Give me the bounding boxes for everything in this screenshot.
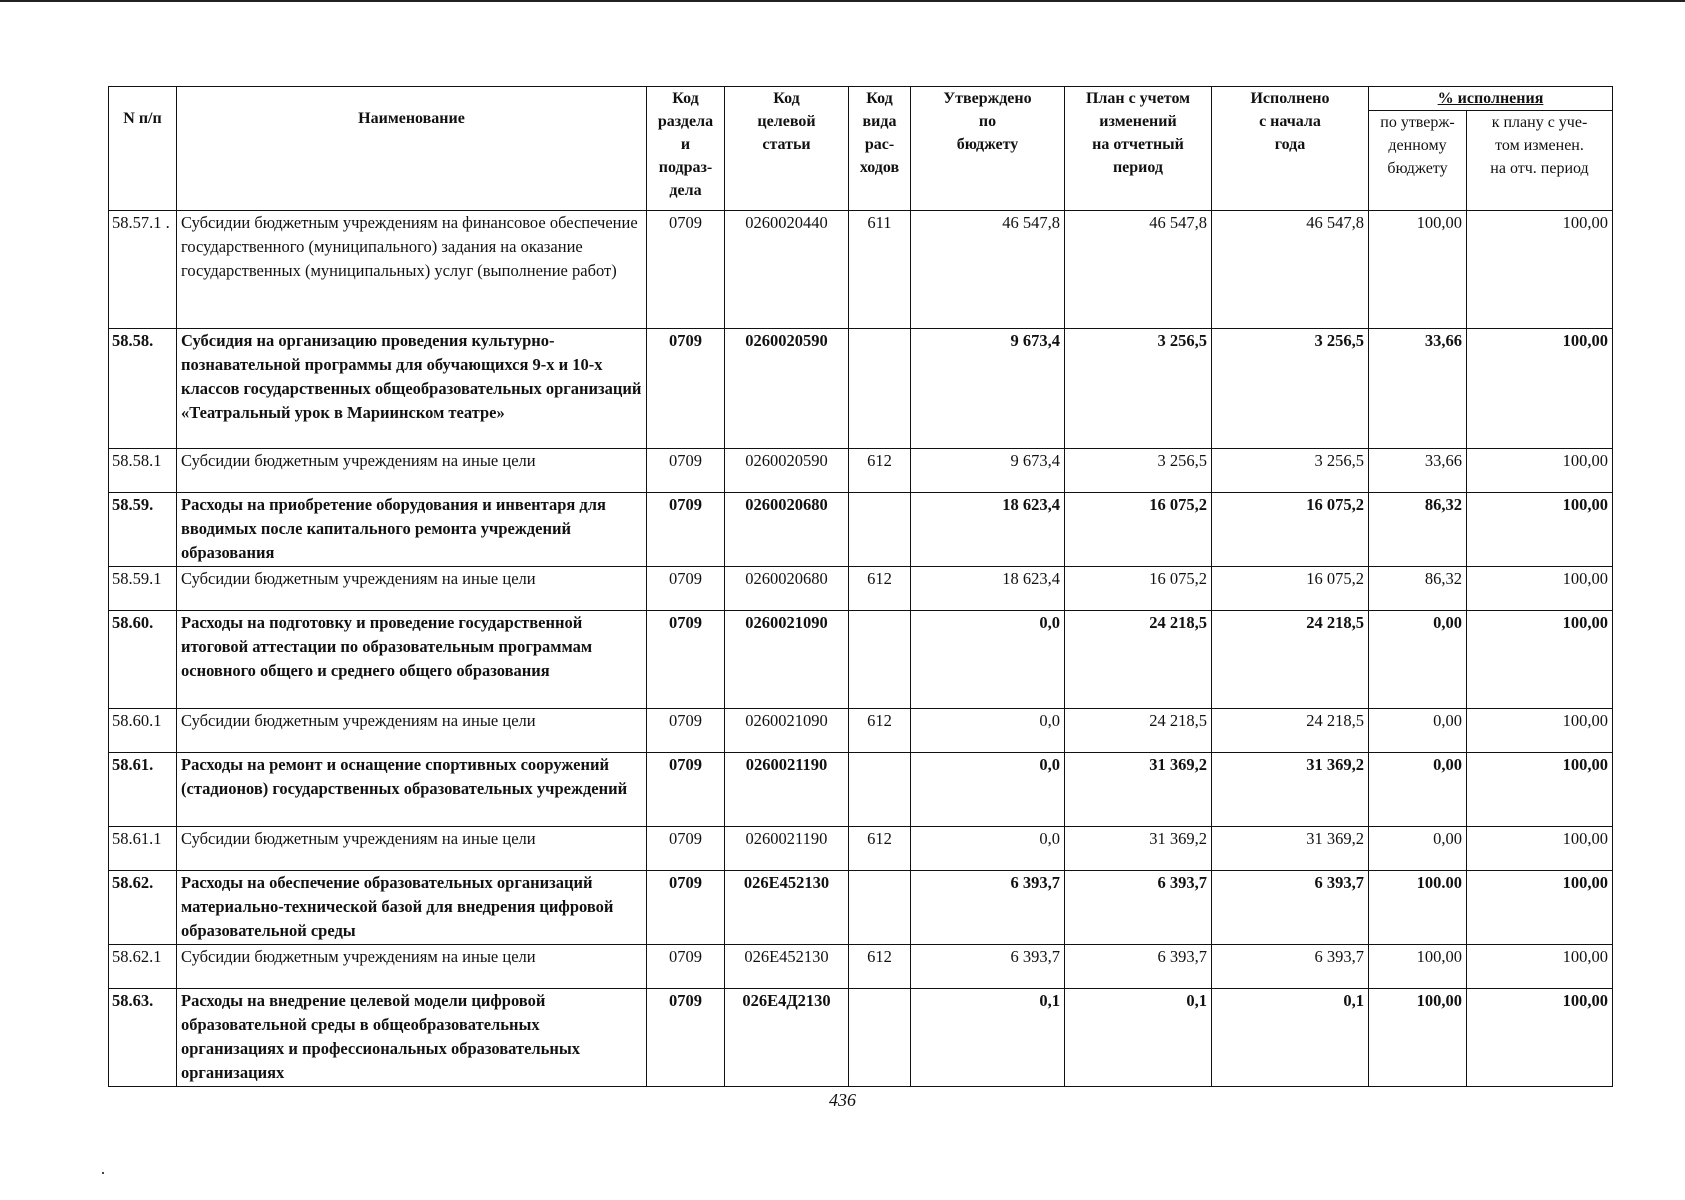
row-pct-plan: 100,00: [1467, 871, 1613, 945]
row-pct-approved: 33,66: [1369, 329, 1467, 449]
row-number: 58.63.: [109, 989, 177, 1087]
row-executed: 3 256,5: [1212, 449, 1369, 493]
table-row: [109, 709, 1613, 753]
header-no: N п/п: [109, 87, 177, 211]
row-expense-type: [849, 329, 911, 449]
row-approved: 18 623,4: [911, 567, 1065, 611]
row-plan: 6 393,7: [1065, 871, 1212, 945]
row-expense-type: 612: [849, 827, 911, 871]
row-approved: 9 673,4: [911, 329, 1065, 449]
row-section-code: 0709: [647, 945, 725, 989]
row-plan: 31 369,2: [1065, 753, 1212, 827]
row-pct-plan: 100,00: [1467, 827, 1613, 871]
row-number: 58.58.1: [109, 449, 177, 493]
row-pct-approved: 0,00: [1369, 753, 1467, 827]
row-target-code: 0260021090: [725, 611, 849, 709]
table-body: [109, 211, 1613, 1087]
header-executed: Исполнено с начала года: [1212, 87, 1369, 211]
row-pct-approved: 33,66: [1369, 449, 1467, 493]
row-section-code: 0709: [647, 211, 725, 329]
row-pct-plan: 100,00: [1467, 211, 1613, 329]
row-approved: 0,0: [911, 611, 1065, 709]
row-expense-type: 612: [849, 945, 911, 989]
row-section-code: 0709: [647, 753, 725, 827]
row-pct-plan: 100,00: [1467, 329, 1613, 449]
row-target-code: 0260020590: [725, 449, 849, 493]
header-expense-type-code: Код вида рас- ходов: [849, 87, 911, 211]
row-name: Субсидии бюджетным учреждениям на иные цели: [177, 827, 647, 871]
header-pct-group: % исполнения: [1369, 87, 1613, 111]
row-plan: 16 075,2: [1065, 567, 1212, 611]
row-number: 58.58.: [109, 329, 177, 449]
row-plan: 24 218,5: [1065, 709, 1212, 753]
row-executed: 24 218,5: [1212, 709, 1369, 753]
row-target-code: 0260021190: [725, 753, 849, 827]
row-approved: 0,0: [911, 753, 1065, 827]
row-section-code: 0709: [647, 827, 725, 871]
row-approved: 0,1: [911, 989, 1065, 1087]
table-row: [109, 753, 1613, 827]
row-pct-approved: 100.00: [1369, 871, 1467, 945]
row-name: Расходы на приобретение оборудования и инвентаря для вводимых после капитального ремонта учреждений образования: [177, 493, 647, 567]
row-pct-approved: 100,00: [1369, 211, 1467, 329]
row-approved: 18 623,4: [911, 493, 1065, 567]
row-section-code: 0709: [647, 449, 725, 493]
row-pct-plan: 100,00: [1467, 493, 1613, 567]
row-plan: 31 369,2: [1065, 827, 1212, 871]
row-plan: 0,1: [1065, 989, 1212, 1087]
row-pct-plan: 100,00: [1467, 709, 1613, 753]
row-expense-type: 612: [849, 449, 911, 493]
row-number: 58.61.1: [109, 827, 177, 871]
header-name: Наименование: [177, 87, 647, 211]
row-pct-approved: 86,32: [1369, 493, 1467, 567]
row-pct-approved: 86,32: [1369, 567, 1467, 611]
row-number: 58.61.: [109, 753, 177, 827]
row-approved: 0,0: [911, 709, 1065, 753]
row-approved: 9 673,4: [911, 449, 1065, 493]
row-name: Субсидии бюджетным учреждениям на финансовое обеспечение государственного (муниципального) задания на оказание государственных (муниципальных) услуг (выполнение работ): [177, 211, 647, 329]
row-expense-type: [849, 989, 911, 1087]
row-section-code: 0709: [647, 709, 725, 753]
row-executed: 3 256,5: [1212, 329, 1369, 449]
table-row: [109, 329, 1613, 449]
table-row: [109, 449, 1613, 493]
row-section-code: 0709: [647, 493, 725, 567]
row-section-code: 0709: [647, 871, 725, 945]
row-target-code: 0260021190: [725, 827, 849, 871]
row-number: 58.62.1: [109, 945, 177, 989]
row-name: Субсидии бюджетным учреждениям на иные цели: [177, 567, 647, 611]
row-plan: 16 075,2: [1065, 493, 1212, 567]
row-target-code: 026Е452130: [725, 871, 849, 945]
table-row: [109, 493, 1613, 567]
row-name: Расходы на обеспечение образовательных организаций материально-технической базой для внедрения цифровой образовательной среды: [177, 871, 647, 945]
row-name: Субсидии бюджетным учреждениям на иные цели: [177, 945, 647, 989]
row-pct-approved: 0,00: [1369, 709, 1467, 753]
row-plan: 46 547,8: [1065, 211, 1212, 329]
row-number: 58.60.: [109, 611, 177, 709]
row-pct-plan: 100,00: [1467, 611, 1613, 709]
row-pct-plan: 100,00: [1467, 449, 1613, 493]
header-pct-approved: по утверж- денному бюджету: [1369, 111, 1467, 211]
budget-table-container: [108, 86, 1612, 1088]
page-number: 436: [829, 1090, 856, 1110]
table-row: [109, 611, 1613, 709]
table-row: [109, 827, 1613, 871]
row-executed: 6 393,7: [1212, 871, 1369, 945]
row-pct-approved: 100,00: [1369, 945, 1467, 989]
row-number: 58.59.1: [109, 567, 177, 611]
row-name: Субсидии бюджетным учреждениям на иные цели: [177, 709, 647, 753]
row-target-code: 0260020680: [725, 567, 849, 611]
table-row: [109, 567, 1613, 611]
table-header: [109, 87, 1613, 211]
row-executed: 46 547,8: [1212, 211, 1369, 329]
row-pct-approved: 0,00: [1369, 611, 1467, 709]
header-pct-plan: к плану с уче- том изменен. на отч. период: [1467, 111, 1613, 211]
row-executed: 16 075,2: [1212, 493, 1369, 567]
row-pct-plan: 100,00: [1467, 945, 1613, 989]
row-number: 58.60.1: [109, 709, 177, 753]
row-expense-type: [849, 871, 911, 945]
header-section-code: Код раздела и подраз- дела: [647, 87, 725, 211]
row-number: 58.59.: [109, 493, 177, 567]
row-name: Расходы на ремонт и оснащение спортивных сооружений (стадионов) государственных образовательных учреждений: [177, 753, 647, 827]
row-pct-approved: 0,00: [1369, 827, 1467, 871]
row-plan: 3 256,5: [1065, 449, 1212, 493]
row-name: Субсидия на организацию проведения культурно-познавательной программы для обучающихся 9-х и 10-х классов государственных общеобразовательных организаций «Театральный урок в Мариинском театре»: [177, 329, 647, 449]
row-expense-type: 612: [849, 567, 911, 611]
row-pct-approved: 100,00: [1369, 989, 1467, 1087]
row-executed: 31 369,2: [1212, 753, 1369, 827]
row-target-code: 0260020680: [725, 493, 849, 567]
row-expense-type: [849, 611, 911, 709]
row-executed: 0,1: [1212, 989, 1369, 1087]
row-section-code: 0709: [647, 611, 725, 709]
table-row: [109, 945, 1613, 989]
scan-speck: [102, 1172, 104, 1174]
row-expense-type: [849, 753, 911, 827]
row-name: Расходы на внедрение целевой модели цифровой образовательной среды в общеобразовательных организациях и профессиональных образовательных организациях: [177, 989, 647, 1087]
row-section-code: 0709: [647, 989, 725, 1087]
row-executed: 31 369,2: [1212, 827, 1369, 871]
row-number: 58.57.1 .: [109, 211, 177, 329]
row-target-code: 026Е4Д2130: [725, 989, 849, 1087]
row-expense-type: [849, 493, 911, 567]
row-pct-plan: 100,00: [1467, 989, 1613, 1087]
row-pct-plan: 100,00: [1467, 753, 1613, 827]
table-row: [109, 871, 1613, 945]
row-target-code: 0260020590: [725, 329, 849, 449]
row-executed: 6 393,7: [1212, 945, 1369, 989]
row-approved: 46 547,8: [911, 211, 1065, 329]
row-executed: 24 218,5: [1212, 611, 1369, 709]
row-target-code: 026Е452130: [725, 945, 849, 989]
row-expense-type: 612: [849, 709, 911, 753]
row-approved: 6 393,7: [911, 945, 1065, 989]
table-row: [109, 211, 1613, 329]
budget-execution-table: [108, 86, 1613, 1087]
row-target-code: 0260020440: [725, 211, 849, 329]
row-number: 58.62.: [109, 871, 177, 945]
row-executed: 16 075,2: [1212, 567, 1369, 611]
row-plan: 6 393,7: [1065, 945, 1212, 989]
row-name: Субсидии бюджетным учреждениям на иные цели: [177, 449, 647, 493]
row-pct-plan: 100,00: [1467, 567, 1613, 611]
row-approved: 6 393,7: [911, 871, 1065, 945]
row-section-code: 0709: [647, 567, 725, 611]
row-section-code: 0709: [647, 329, 725, 449]
row-plan: 24 218,5: [1065, 611, 1212, 709]
row-plan: 3 256,5: [1065, 329, 1212, 449]
header-plan: План с учетом изменений на отчетный период: [1065, 87, 1212, 211]
header-approved: Утверждено по бюджету: [911, 87, 1065, 211]
header-target-code: Код целевой статьи: [725, 87, 849, 211]
row-expense-type: 611: [849, 211, 911, 329]
table-row: [109, 989, 1613, 1087]
row-name: Расходы на подготовку и проведение государственной итоговой аттестации по образовательным программам основного общего и среднего общего образования: [177, 611, 647, 709]
page-top-border: [0, 0, 1685, 2]
row-target-code: 0260021090: [725, 709, 849, 753]
row-approved: 0,0: [911, 827, 1065, 871]
